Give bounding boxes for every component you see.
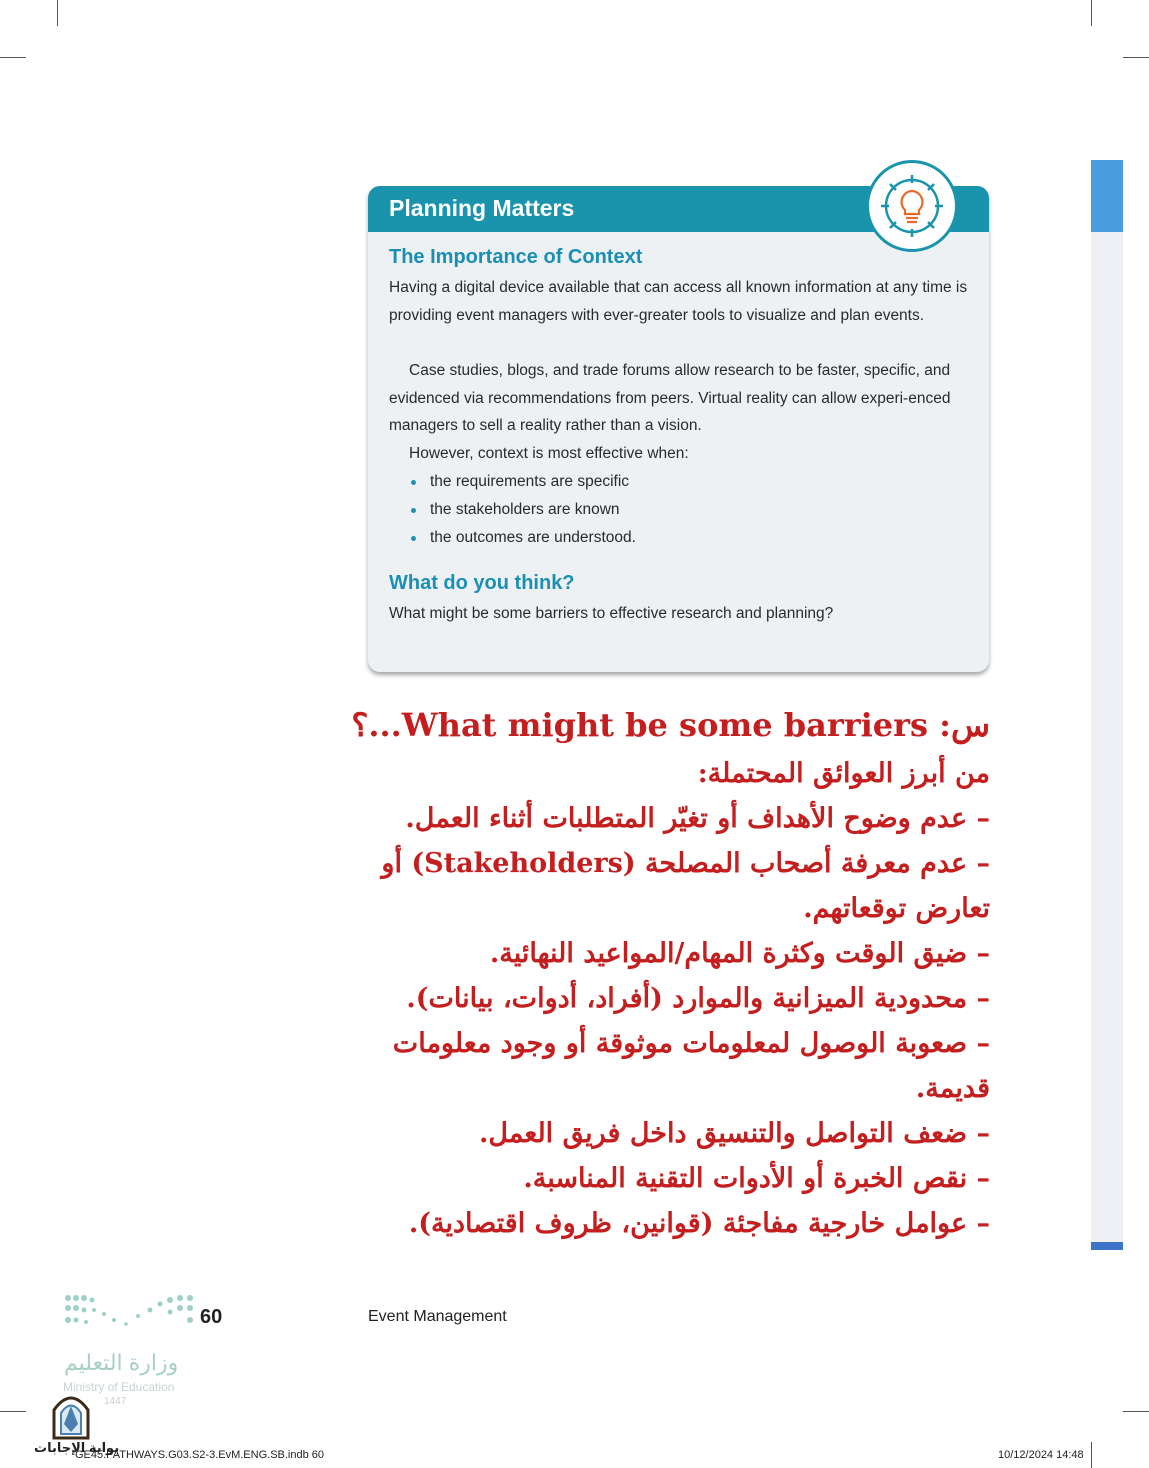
crop-mark	[0, 1411, 26, 1412]
side-strip-bottom	[1091, 1242, 1123, 1250]
side-strip-top	[1091, 160, 1123, 232]
answer-line: من أبرز العوائق المحتملة:	[697, 758, 990, 789]
answer-line: تعارض توقعاتهم.	[803, 893, 990, 924]
portal-logo	[48, 1388, 94, 1440]
answer-line: قديمة.	[915, 1073, 990, 1104]
planning-matters-card	[368, 186, 989, 672]
crop-mark	[57, 0, 58, 26]
crop-mark	[1091, 1442, 1092, 1468]
paragraph-1: Having a digital device available that can access all known information at any time is providing event managers with ever-greater tools to visualize and plan events.	[389, 279, 968, 324]
crop-mark	[1123, 57, 1149, 58]
ministry-name-arabic: وزارة التعليم	[64, 1350, 179, 1375]
question-text: What might be some barriers to effective research and planning?	[389, 605, 834, 622]
list-item: the outcomes are understood.	[409, 524, 636, 552]
answer-line: – صعوبة الوصول لمعلومات موثوقة أو وجود معلومات	[392, 1028, 990, 1059]
side-color-strip	[1091, 160, 1123, 1250]
answer-line: – نقص الخبرة أو الأدوات التقنية المناسبة.	[523, 1163, 990, 1194]
answer-line: – عدم معرفة أصحاب المصلحة (Stakeholders) أو	[381, 848, 990, 879]
answer-line: – محدودية الميزانية والموارد (أفراد، أدوات، بيانات).	[406, 983, 990, 1014]
print-slug: GE45.PATHWAYS.G03.S2-3.EvM.ENG.SB.indb 60	[75, 1449, 325, 1461]
paragraph-2: Case studies, blogs, and trade forums allow research to be faster, specific, and evidenced via recommendations from peers. Virtual reality can allow experi-enced managers to sell a reality rather than a vision.	[389, 362, 951, 435]
ministry-year: 1447	[104, 1396, 127, 1407]
book-title: Event Management	[368, 1308, 507, 1325]
card-title: Planning Matters	[389, 195, 575, 221]
crop-mark	[1091, 0, 1092, 26]
list-item: the stakeholders are known	[409, 496, 636, 524]
page-number: 60	[200, 1306, 223, 1328]
ministry-name-english: Ministry of Education	[63, 1380, 175, 1394]
bullet-list	[409, 468, 636, 552]
answer-line: – ضعف التواصل والتنسيق داخل فريق العمل.	[478, 1118, 990, 1149]
answer-line: – عدم وضوح الأهداف أو تغيّر المتطلبات أثناء العمل.	[405, 803, 990, 834]
section-heading-context: The Importance of Context	[389, 246, 643, 268]
answer-question-line: س: What might be some barriers...؟	[351, 706, 990, 744]
answer-line: – عوامل خارجية مفاجئة (قوانين، ظروف اقتصادية).	[408, 1208, 990, 1239]
list-item: the requirements are specific	[409, 468, 636, 496]
paragraph-3: However, context is most effective when:	[409, 445, 689, 462]
answer-line: – ضيق الوقت وكثرة المهام/المواعيد النهائية.	[489, 938, 990, 969]
print-timestamp: 10/12/2024 14:48	[998, 1449, 1084, 1461]
lightbulb-gear-icon	[866, 160, 958, 252]
crop-mark	[1123, 1411, 1149, 1412]
section-heading-think: What do you think?	[389, 572, 575, 594]
ministry-dots-logo	[64, 1292, 198, 1332]
portal-label: بوابة الإجابات	[34, 1440, 120, 1455]
crop-mark	[0, 57, 26, 58]
